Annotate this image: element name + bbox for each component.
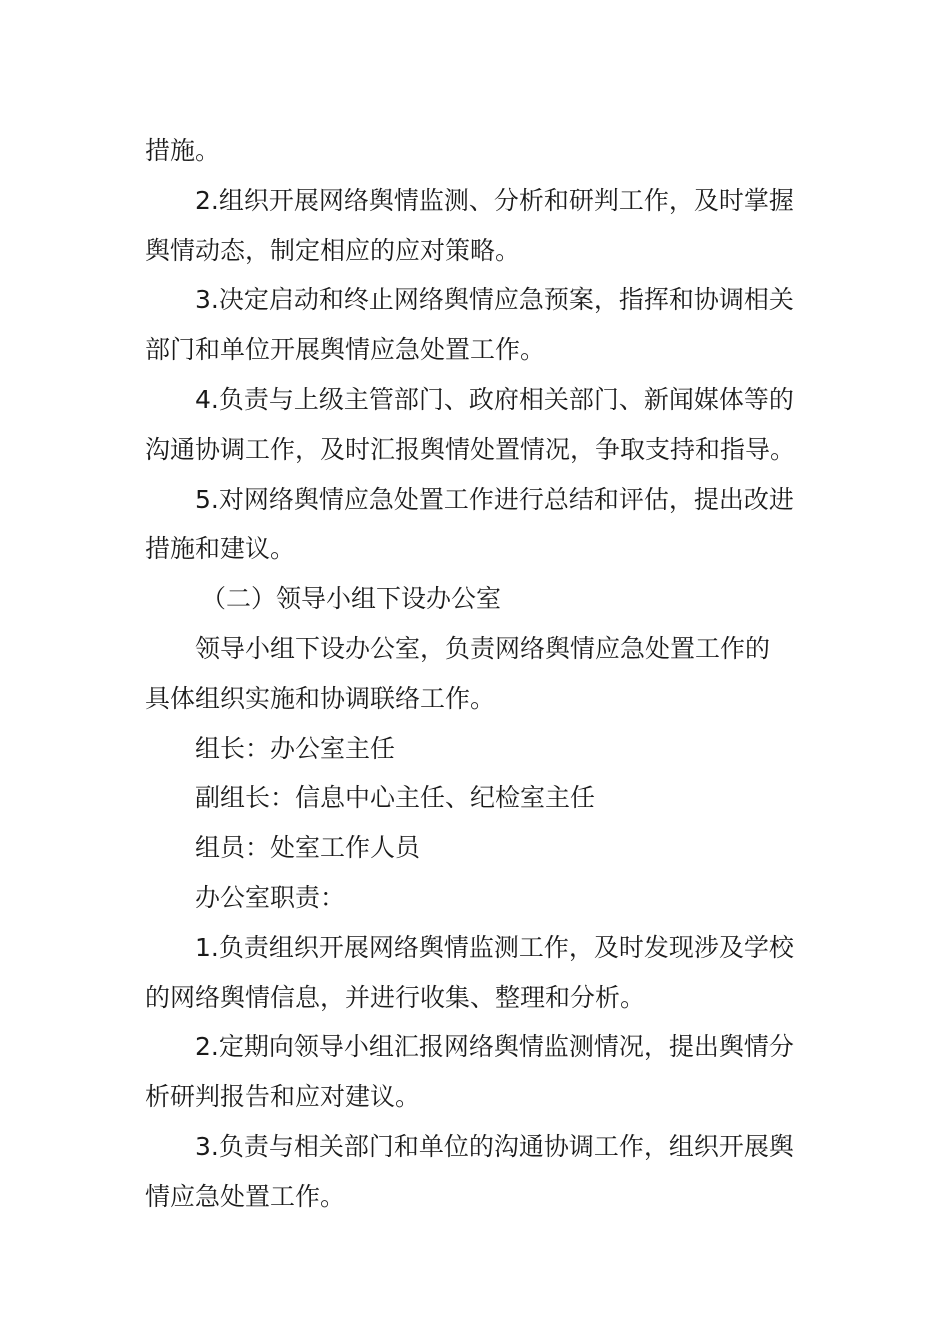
text-line: 1.负责组织开展网络舆情监测工作，及时发现涉及学校 <box>195 932 794 962</box>
text-line: 5.对网络舆情应急处置工作进行总结和评估，提出改进 <box>195 484 794 514</box>
text-line: 舆情动态，制定相应的应对策略。 <box>145 235 521 265</box>
text-line: 3.决定启动和终止网络舆情应急预案，指挥和协调相关 <box>195 285 794 315</box>
text-line: 情应急处置工作。 <box>145 1181 346 1211</box>
text-line: 沟通协调工作，及时汇报舆情处置情况，争取支持和指导。 <box>145 434 796 464</box>
document-body <box>145 126 807 1222</box>
text-line: 析研判报告和应对建议。 <box>145 1082 421 1112</box>
text-line: 办公室职责： <box>195 882 346 912</box>
text-line: 具体组织实施和协调联络工作。 <box>145 683 496 713</box>
text-line: 组长：办公室主任 <box>195 733 396 763</box>
text-line: 措施和建议。 <box>145 534 296 564</box>
text-line: 部门和单位开展舆情应急处置工作。 <box>145 335 546 365</box>
text-line: 组员：处室工作人员 <box>195 833 421 863</box>
text-line: 4.负责与上级主管部门、政府相关部门、新闻媒体等的 <box>195 384 794 414</box>
text-line: 的网络舆情信息，并进行收集、整理和分析。 <box>145 982 646 1012</box>
text-line: 2.组织开展网络舆情监测、分析和研判工作，及时掌握 <box>195 185 794 215</box>
text-line: 3.负责与相关部门和单位的沟通协调工作，组织开展舆 <box>195 1131 794 1161</box>
text-line: 副组长：信息中心主任、纪检室主任 <box>195 783 596 813</box>
text-line: 领导小组下设办公室，负责网络舆情应急处置工作的 <box>195 633 771 663</box>
section-heading: （二）领导小组下设办公室 <box>201 584 502 614</box>
text-line: 措施。 <box>145 136 221 165</box>
text-line: 2.定期向领导小组汇报网络舆情监测情况，提出舆情分 <box>195 1032 794 1062</box>
